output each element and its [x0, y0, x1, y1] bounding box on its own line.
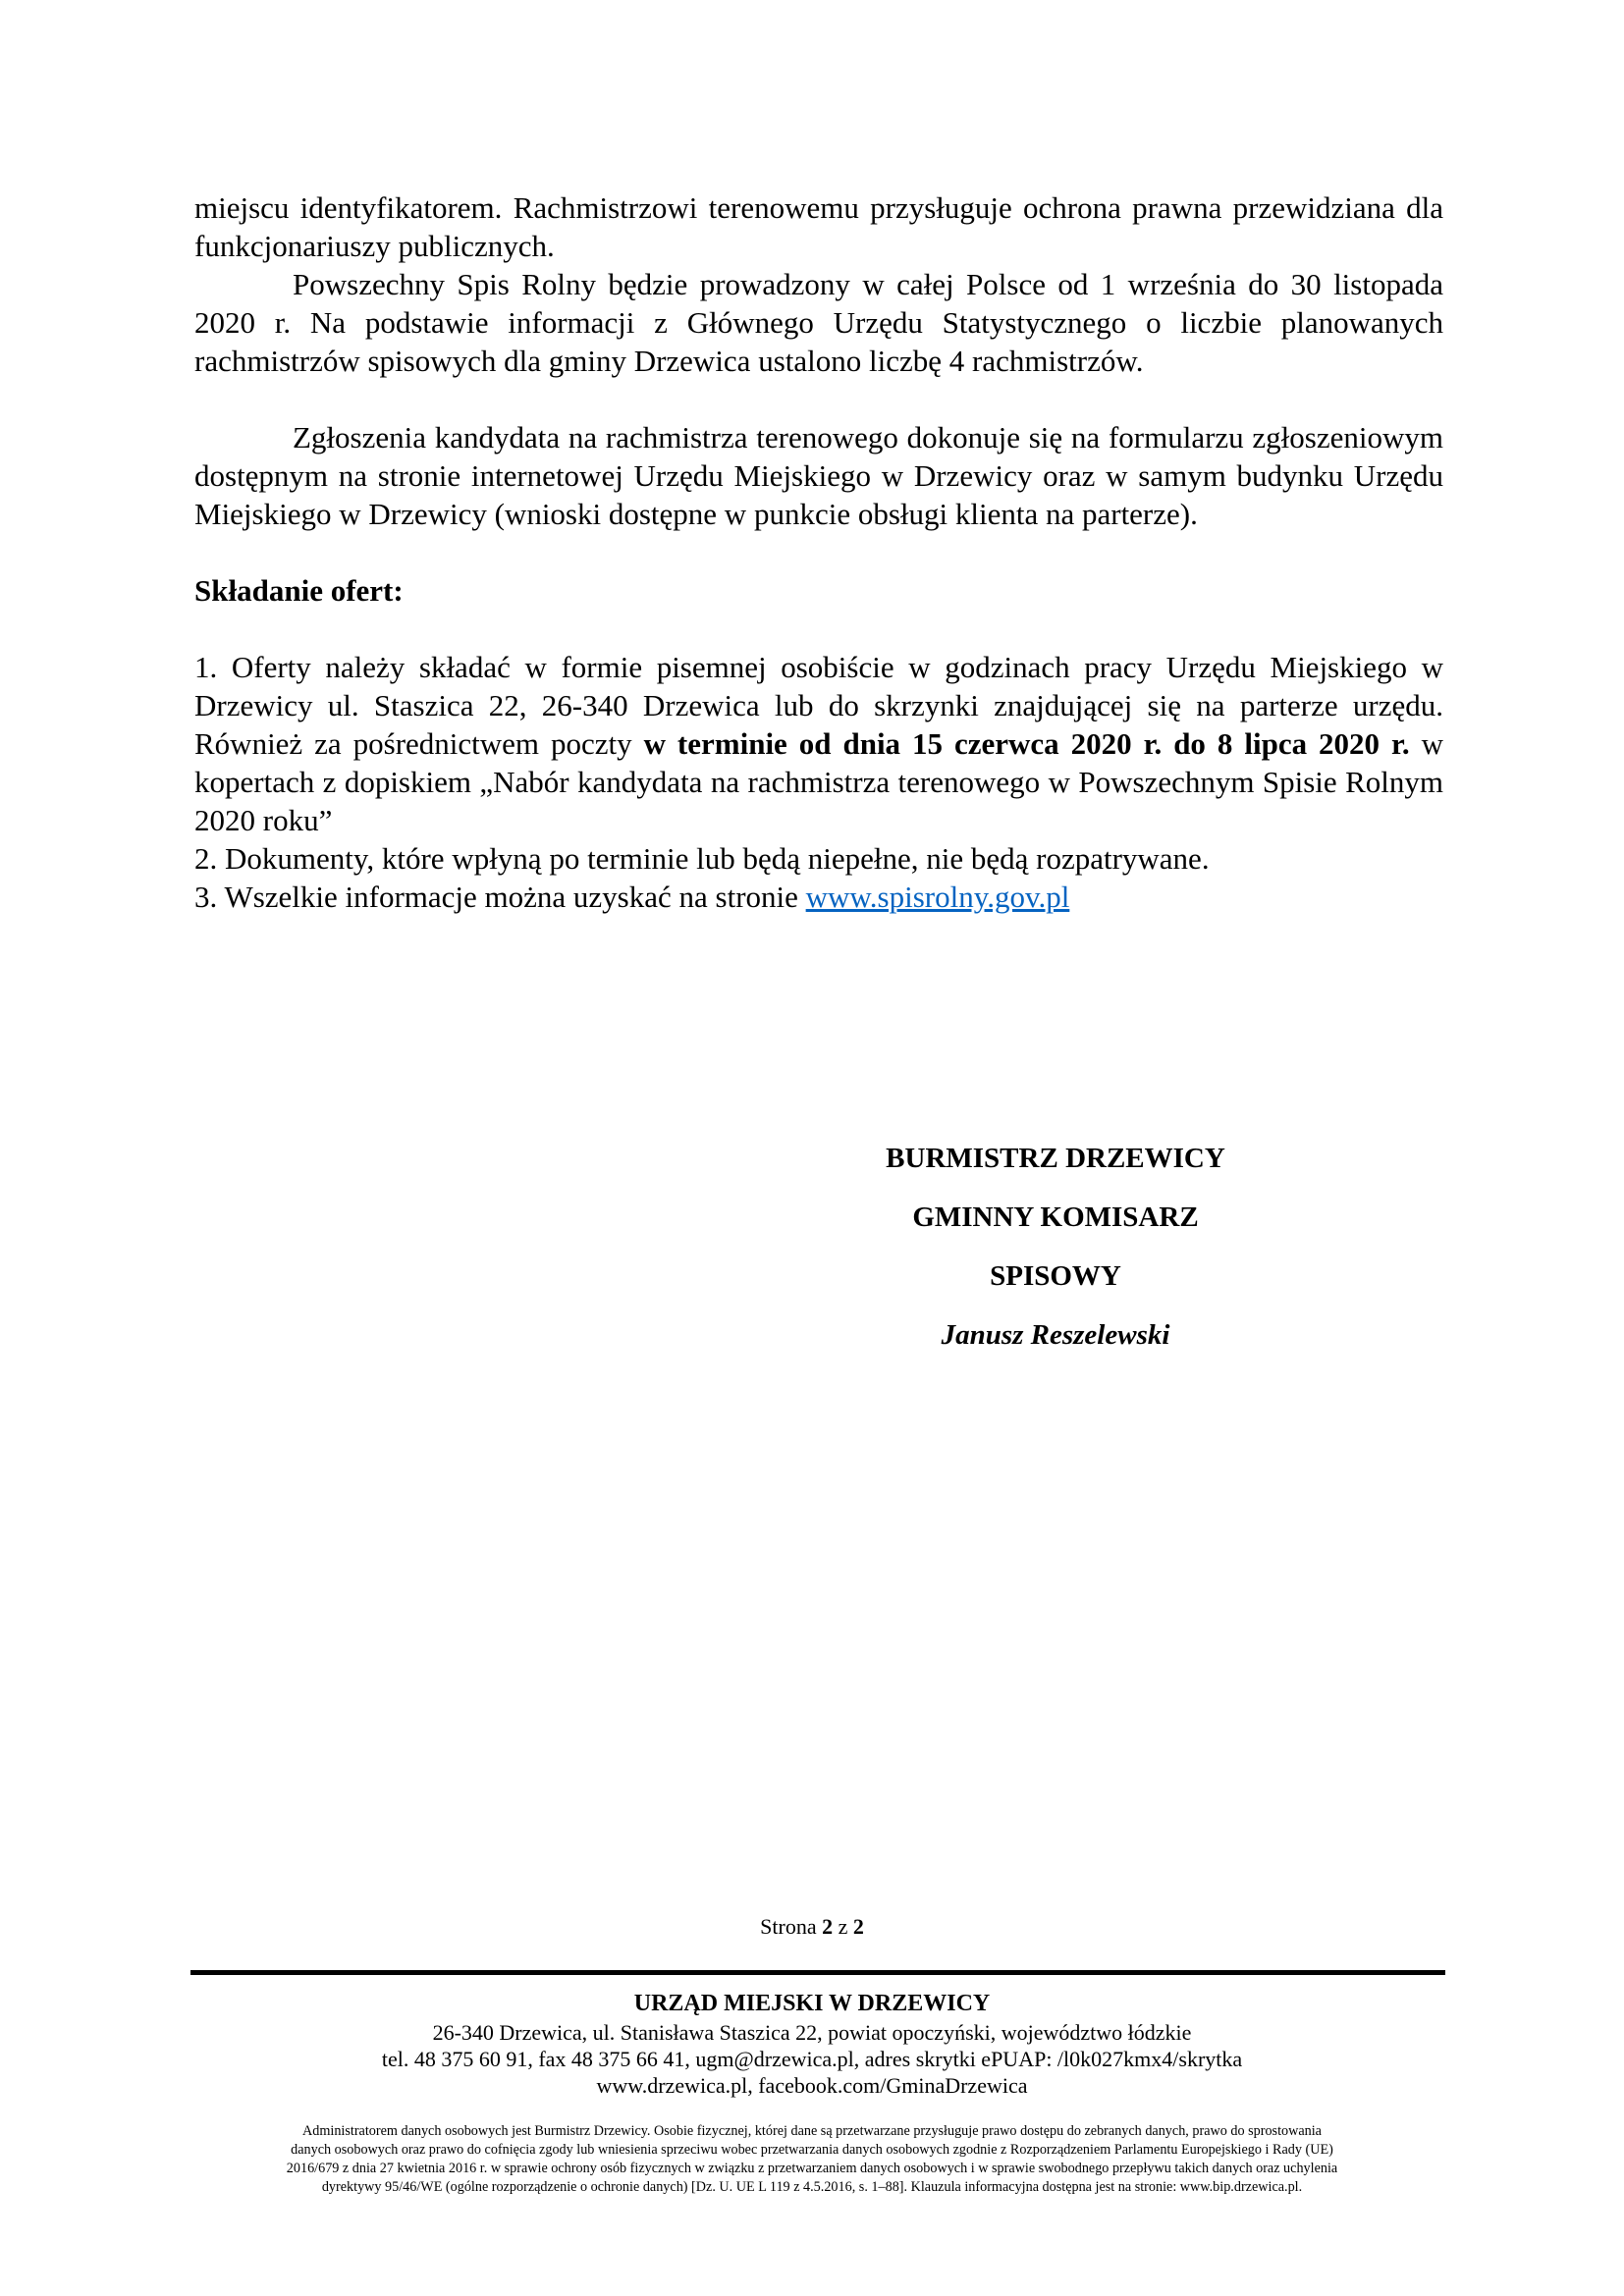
- spisrolny-link[interactable]: www.spisrolny.gov.pl: [805, 880, 1070, 914]
- document-body: [194, 188, 1443, 916]
- spacer: [194, 380, 1443, 418]
- list-item-submission-text: 1. Oferty należy składać w formie pisemnej osobiście w godzinach pracy Urzędu Miejskiego w Drzewicy ul. Staszica 22, 26-340 Drzewica lub do skrzynki znajdującej się na parterze urzędu. Również za pośrednictwem poczty: [194, 650, 1443, 761]
- gdpr-line: dyrektywy 95/46/WE (ogólne rozporządzenie o ochronie danych) [Dz. U. UE L 119 z 4.5.2016, s. 1–88]. Klauzula informacyjna dostępna jest na stronie: www.bip.drzewica.pl.: [321, 2179, 1303, 2195]
- list-item-incomplete-documents: 2. Dokumenty, które wpłyną po terminie lub będą niepełne, nie będą rozpatrywane.: [194, 841, 1210, 876]
- page-number-total: 2: [852, 1914, 864, 1939]
- gdpr-line: Administratorem danych osobowych jest Burmistrz Drzewicy. Osobie fizycznej, której dane są przetwarzane przysługuje prawo dostępu do zebranych danych, prawo do sprostowania: [302, 2123, 1322, 2139]
- list-item-submission: [194, 648, 1443, 839]
- signature-title-mayor: BURMISTRZ DRZEWICY: [886, 1143, 1225, 1174]
- footer-divider: [190, 1970, 1445, 1975]
- paragraph-census-period: Powszechny Spis Rolny będzie prowadzony w całej Polsce od 1 września do 30 listopada 2020 r. Na podstawie informacji z Głównego Urzędu Statystycznego o liczbie planowanych rachmistrzów spisowych dla gminy Drzewica ustalono liczbę 4 rachmistrzów.: [194, 267, 1443, 378]
- list-item-information: [194, 878, 1443, 916]
- signature-name: Janusz Reszelewski: [941, 1319, 1170, 1351]
- paragraph-application-form: Zgłoszenia kandydata na rachmistrza terenowego dokonuje się na formularzu zgłoszeniowym dostępnym na stronie internetowej Urzędu Miejskiego w Drzewicy oraz w samym budynku Urzędu Miejskiego w Drzewicy (wnioski dostępne w punkcie obsługi klienta na parterze).: [194, 420, 1443, 531]
- list-item-information-text: 3. Wszelkie informacje można uzyskać na stronie: [194, 880, 806, 914]
- footer-contact: tel. 48 375 60 91, fax 48 375 66 41, ugm@drzewica.pl, adres skrytki ePUAP: /l0k027kmx4/skrytka: [381, 2047, 1243, 2071]
- gdpr-line: danych osobowych oraz prawo do cofnięcia zgody lub wniesienia sprzeciwu wobec przetwarzania danych osobowych zgodnie z Rozporządzeniem Parlamentu Europejskiego i Rady (UE): [291, 2142, 1333, 2158]
- gdpr-line: 2016/679 z dnia 27 kwietnia 2016 r. w sprawie ochrony osób fizycznych w związku z przetwarzaniem danych osobowych i w sprawie swobodnego przepływu takich danych oraz uchylenia: [286, 2161, 1338, 2176]
- signature-block: [859, 1129, 1252, 1364]
- page-number-prefix: Strona: [760, 1914, 823, 1939]
- section-heading-offers: Składanie ofert:: [194, 573, 404, 608]
- page-number: [0, 1914, 1624, 1940]
- page-number-separator: z: [833, 1914, 853, 1939]
- paragraph-identifier-protection: miejscu identyfikatorem. Rachmistrzowi terenowemu przysługuje ochrona prawna przewidziana dla funkcjonariuszy publicznych.: [194, 190, 1443, 263]
- list-item-submission-text-end: w kopertach z dopiskiem „Nabór kandydata na rachmistrza terenowego w Powszechnym Spisie Rolnym 2020 roku”: [194, 726, 1444, 837]
- page-number-current: 2: [822, 1914, 834, 1939]
- gdpr-notice: [211, 2122, 1413, 2197]
- footer-office-name: URZĄD MIEJSKI W DRZEWICY: [633, 1991, 991, 2016]
- signature-title-commissioner: GMINNY KOMISARZ SPISOWY: [912, 1201, 1199, 1292]
- footer-web: www.drzewica.pl, facebook.com/GminaDrzewica: [596, 2073, 1028, 2098]
- submission-deadline: w terminie od dnia 15 czerwca 2020 r. do 8 lipca 2020 r.: [643, 726, 1410, 761]
- footer-address: 26-340 Drzewica, ul. Stanisława Staszica 22, powiat opoczyński, województwo łódzkie: [432, 2020, 1192, 2045]
- footer-letterhead: [0, 1988, 1624, 2099]
- spacer: [194, 533, 1443, 571]
- spacer: [194, 610, 1443, 648]
